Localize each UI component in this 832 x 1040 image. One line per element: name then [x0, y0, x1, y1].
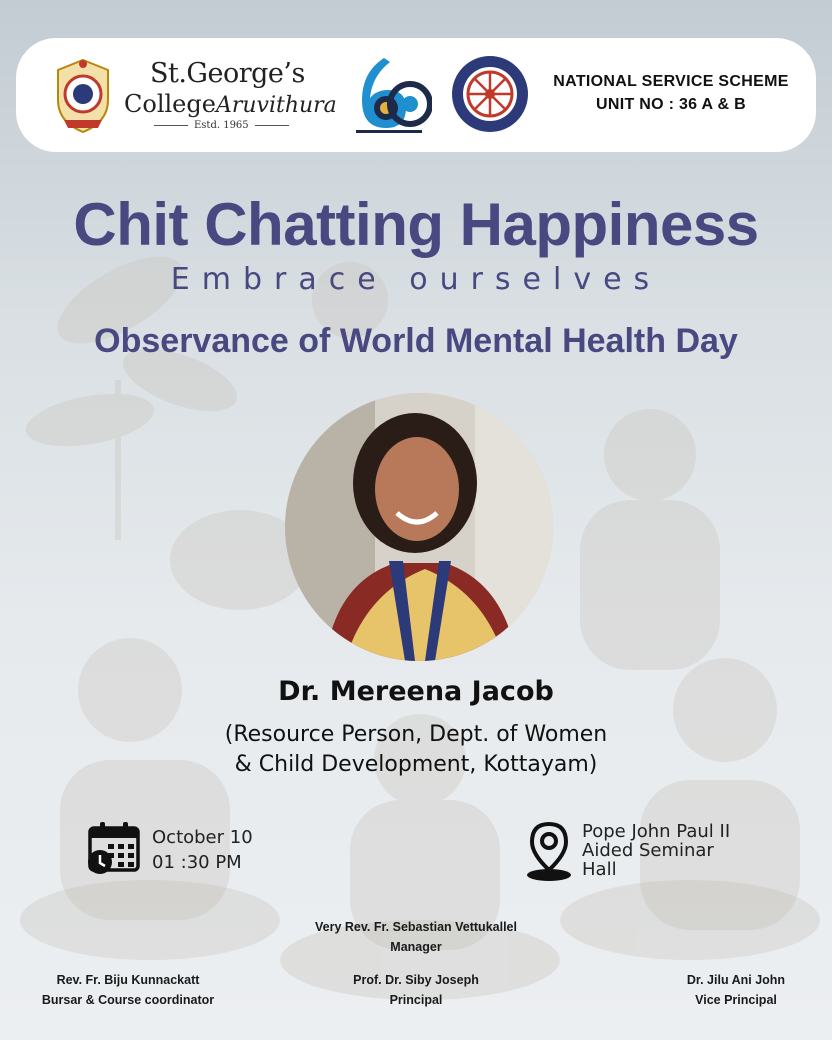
speaker-role-line1: (Resource Person, Dept. of Women: [224, 722, 608, 747]
speaker-photo: [285, 393, 553, 661]
college-place: Aruvithura: [215, 93, 337, 118]
vice-principal-title: Vice Principal: [695, 993, 777, 1007]
event-date-time: [152, 825, 253, 875]
event-venue: [582, 822, 730, 879]
event-title: Chit Chatting Happiness: [73, 191, 759, 258]
speaker-role: [0, 720, 832, 780]
venue-line1: Pope John Paul II: [582, 821, 731, 842]
bursar-name: Rev. Fr. Biju Kunnackatt: [56, 973, 200, 987]
official-vice-principal: [646, 970, 826, 1010]
venue-line3: Hall: [582, 859, 617, 880]
manager-name: Very Rev. Fr. Sebastian Vettukallel: [315, 920, 517, 934]
event-time: 01 :30 PM: [152, 852, 242, 873]
college-word: College: [124, 90, 216, 118]
official-manager: [266, 917, 566, 957]
nss-wheel-icon: [450, 54, 530, 134]
nss-scheme-name: NATIONAL SERVICE SCHEME: [553, 73, 789, 90]
venue-line2: Aided Seminar: [582, 840, 714, 861]
header-card: [16, 38, 816, 152]
official-bursar: [8, 970, 248, 1010]
official-principal: [316, 970, 516, 1010]
manager-title: Manager: [390, 940, 442, 954]
college-seal-icon: [50, 56, 116, 136]
event-date: October 10: [152, 827, 253, 848]
college-name: St.George’s: [150, 58, 305, 89]
nss-unit-number: UNIT NO : 36 A & B: [595, 96, 746, 113]
bursar-title: Bursar & Course coordinator: [41, 993, 215, 1007]
speaker-role-line2: & Child Development, Kottayam): [234, 752, 598, 777]
calendar-clock-icon: [86, 820, 142, 876]
event-tagline: Embrace ourselves: [170, 262, 662, 297]
college-name-line2: [124, 90, 337, 118]
event-subtitle: Observance of World Mental Health Day: [94, 322, 738, 360]
nss-title: [536, 70, 806, 116]
principal-name: Prof. Dr. Siby Joseph: [353, 973, 479, 987]
vice-principal-name: Dr. Jilu Ani John: [686, 973, 786, 987]
principal-title: Principal: [389, 993, 443, 1007]
speaker-name: Dr. Mereena Jacob: [278, 676, 554, 707]
college-estd: Estd. 1965: [148, 120, 288, 131]
diamond-jubilee-60-icon: [346, 52, 432, 138]
location-pin-icon: [524, 820, 574, 882]
